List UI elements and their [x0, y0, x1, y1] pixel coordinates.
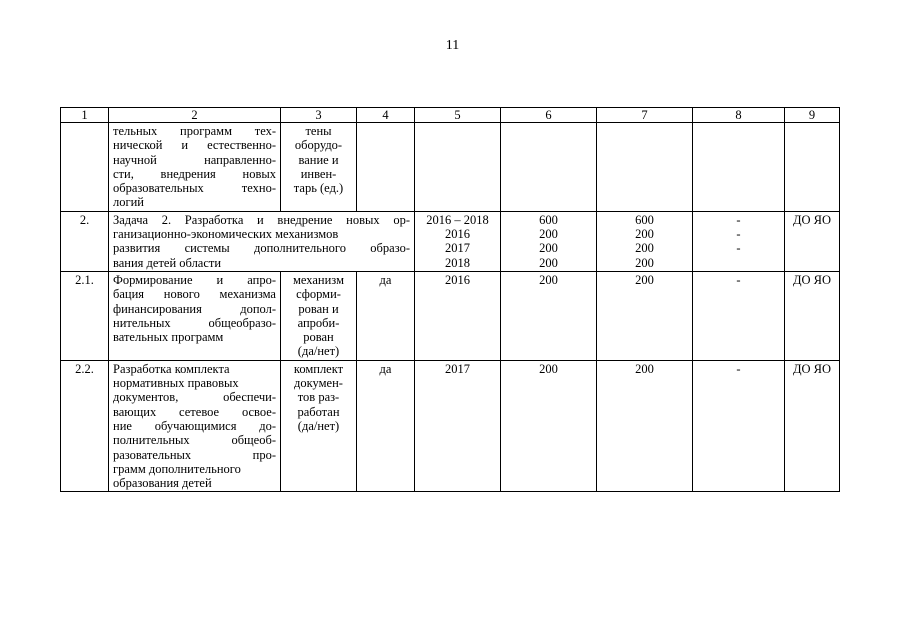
indicator-line: тов раз-: [297, 390, 340, 405]
activity-line: разовательных про-: [113, 447, 276, 462]
activity-line: бация нового механизма: [113, 287, 276, 302]
col8-cell: [693, 211, 785, 271]
value-cell: да: [357, 360, 415, 492]
activity-cell: [109, 360, 281, 492]
years-cell: 2016: [415, 271, 501, 360]
amount-line: 200: [539, 227, 558, 242]
year-line: 2017: [445, 241, 470, 256]
document-table: [60, 107, 840, 492]
task-line: Задача 2. Разработка и внедрение новых ор-: [113, 212, 410, 227]
indicator-line: апроби-: [297, 315, 340, 330]
indicator-line: работан: [297, 404, 340, 419]
activity-line: сти, внедрения новых: [113, 166, 276, 181]
col8-cell: -: [693, 271, 785, 360]
col7-cell: [597, 123, 693, 212]
amount-line: 200: [539, 255, 558, 270]
indicator-line: оборудо-: [294, 138, 343, 153]
value-cell: да: [357, 271, 415, 360]
year-line: 2018: [445, 255, 470, 270]
activity-line: финансирования допол-: [113, 301, 276, 316]
indicator-line: сформи-: [296, 287, 341, 302]
activity-line: образовательных техно-: [113, 181, 276, 196]
activity-line: вательных программ: [113, 330, 224, 345]
col6-cell: [501, 211, 597, 271]
col8-cell: [693, 123, 785, 212]
row-number-cell: 2.1.: [61, 271, 109, 360]
years-cell: 2017: [415, 360, 501, 492]
task-line: развития системы дополнительного образо-: [113, 241, 410, 256]
header-cell: 2: [109, 108, 281, 123]
indicator-line: рован и: [298, 301, 339, 316]
col8-cell: -: [693, 360, 785, 492]
activity-line: ние обучающимися до-: [113, 418, 276, 433]
page-number: 11: [445, 38, 460, 53]
table-header-row: [61, 108, 840, 123]
activity-line: нической и естественно-: [113, 138, 276, 153]
activity-line: грамм дополнительного: [113, 461, 241, 476]
table-row: [61, 360, 840, 492]
amount-line: 200: [635, 255, 654, 270]
indicator-line: механизм: [293, 272, 344, 287]
indicator-cell: [281, 360, 357, 492]
value-cell: [357, 123, 415, 212]
col7-cell: [597, 211, 693, 271]
activity-line: научной направленно-: [113, 152, 276, 167]
amount-line: 200: [539, 241, 558, 256]
col6-cell: 200: [501, 360, 597, 492]
header-cell: 5: [415, 108, 501, 123]
executor-cell: ДО ЯО: [785, 360, 840, 492]
executor-cell: ДО ЯО: [785, 271, 840, 360]
executor-cell: ДО ЯО: [785, 211, 840, 271]
table-row: [61, 123, 840, 212]
indicator-line: инвен-: [300, 166, 337, 181]
indicator-line: докумен-: [294, 376, 343, 391]
task-line: ганизационно-экономических механизмов: [113, 227, 339, 242]
col6-cell: 200: [501, 271, 597, 360]
amount-line: 200: [635, 227, 654, 242]
col7-cell: 200: [597, 360, 693, 492]
activity-line: документов, обеспечи-: [113, 390, 276, 405]
years-cell: [415, 123, 501, 212]
activity-line: полнительных общеоб-: [113, 433, 276, 448]
header-cell: 7: [597, 108, 693, 123]
indicator-line: рован: [303, 330, 334, 345]
activity-line: логий: [113, 195, 144, 210]
row-number-cell: 2.: [61, 211, 109, 271]
header-cell: 8: [693, 108, 785, 123]
task-line: вания детей области: [113, 255, 222, 270]
activity-line: вающих сетевое освое-: [113, 404, 276, 419]
row-number-cell: 2.2.: [61, 360, 109, 492]
indicator-line: вание и: [298, 152, 339, 167]
table-row: [61, 211, 840, 271]
indicator-line: (да/нет): [297, 418, 340, 433]
amount-line: 600: [635, 212, 654, 227]
indicator-cell: [281, 123, 357, 212]
indicator-line: комплект: [293, 361, 344, 376]
activity-line: нительных общеобразо-: [113, 315, 276, 330]
indicator-line: тарь (ед.): [293, 181, 344, 196]
dash-line: -: [736, 212, 741, 227]
activity-line: образования детей: [113, 476, 212, 491]
activity-line: тельных программ тех-: [113, 124, 276, 138]
activity-line: Формирование и апро-: [113, 272, 276, 287]
activity-cell: [109, 123, 281, 212]
indicator-cell: [281, 271, 357, 360]
activity-line: Разработка комплекта: [113, 361, 230, 376]
amount-line: 200: [635, 241, 654, 256]
year-line: 2016: [445, 227, 470, 242]
header-cell: 3: [281, 108, 357, 123]
header-cell: 1: [61, 108, 109, 123]
years-cell: [415, 211, 501, 271]
indicator-line: тены: [305, 124, 332, 138]
header-cell: 6: [501, 108, 597, 123]
dash-line: -: [736, 227, 741, 242]
indicator-line: (да/нет): [297, 344, 340, 359]
amount-line: 600: [539, 212, 558, 227]
dash-line: -: [736, 241, 741, 256]
row-number-cell: [61, 123, 109, 212]
header-cell: 9: [785, 108, 840, 123]
year-line: 2016 – 2018: [426, 212, 489, 227]
table-row: [61, 271, 840, 360]
activity-line: нормативных правовых: [113, 376, 239, 391]
activity-cell: [109, 271, 281, 360]
executor-cell: [785, 123, 840, 212]
col6-cell: [501, 123, 597, 212]
col7-cell: 200: [597, 271, 693, 360]
header-cell: 4: [357, 108, 415, 123]
task-cell: [109, 211, 415, 271]
